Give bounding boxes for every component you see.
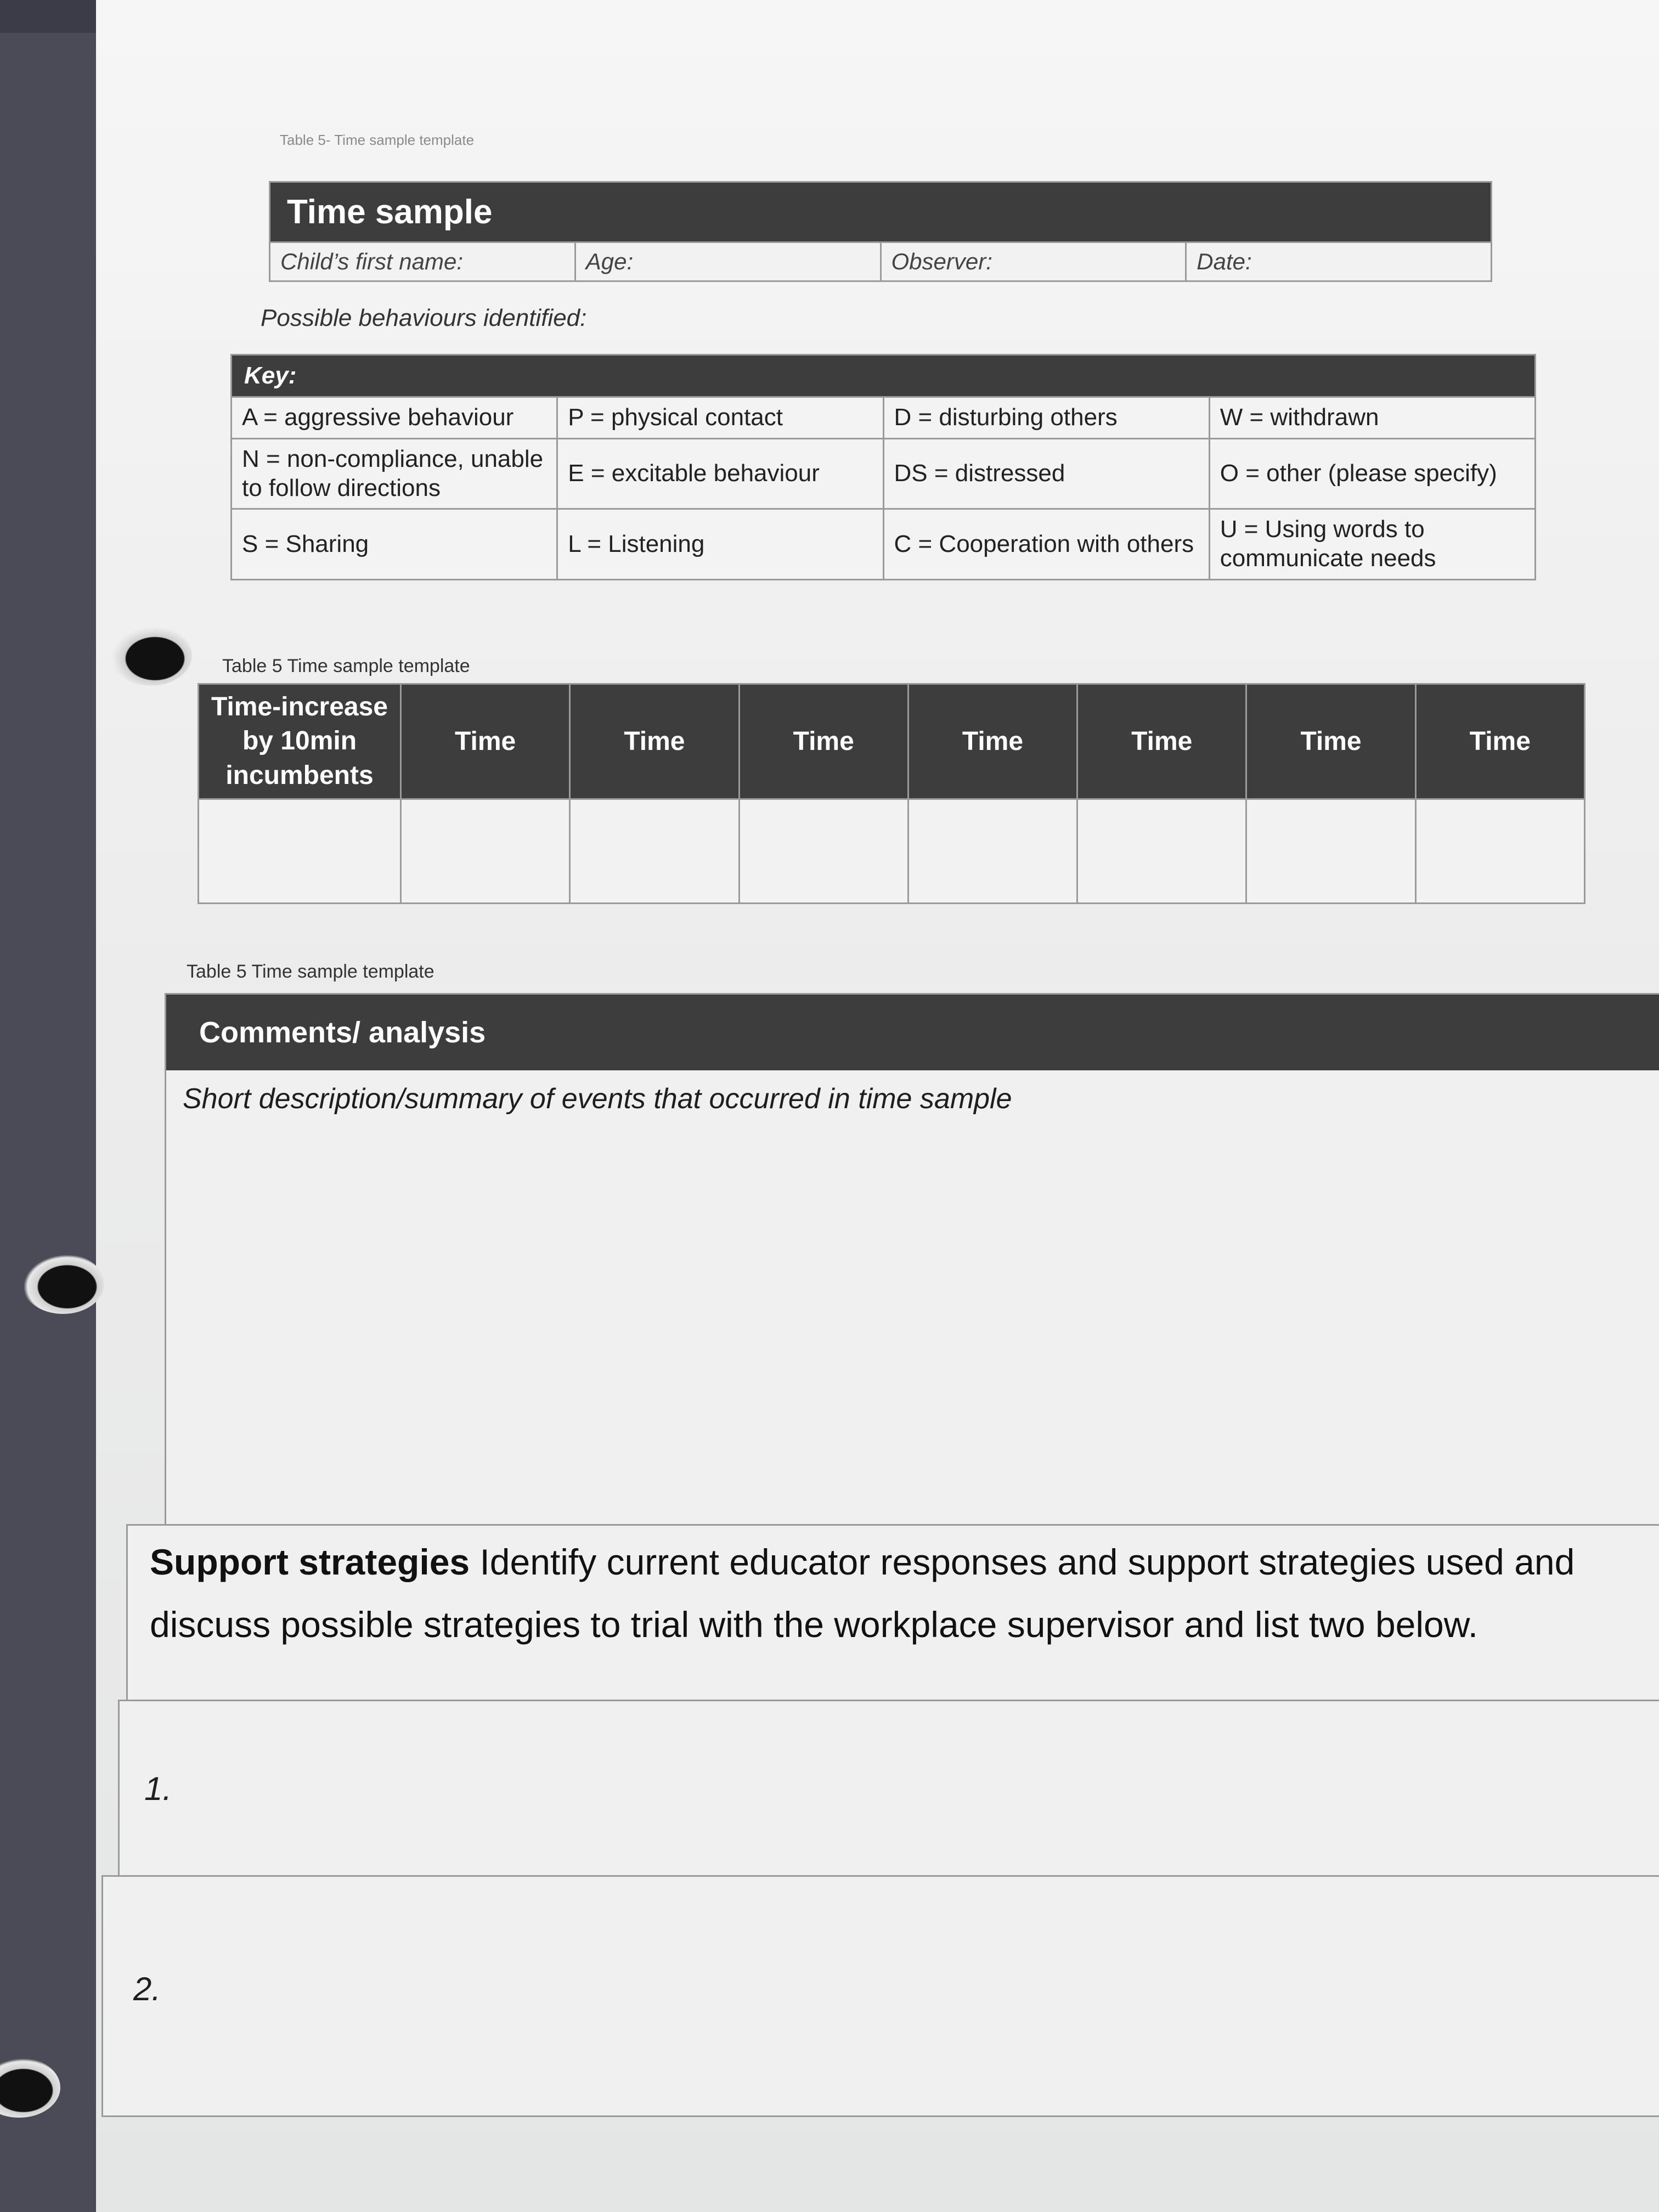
key-row: [232, 509, 1536, 580]
strategy-row-2[interactable]: [101, 1875, 1659, 2117]
key-table: [230, 354, 1536, 580]
time-cell[interactable]: [401, 799, 570, 904]
strategy-2-label: 2.: [133, 1971, 161, 2007]
age-field[interactable]: Age:: [575, 242, 881, 281]
child-name-field[interactable]: Child’s first name:: [270, 242, 575, 281]
key-cell: E = excitable behaviour: [557, 438, 883, 509]
time-cell[interactable]: [739, 799, 908, 904]
strategy-1-label: 1.: [144, 1770, 172, 1807]
key-title: Key:: [232, 355, 1536, 397]
support-strategies-text: [128, 1526, 1659, 1661]
key-cell: C = Cooperation with others: [883, 509, 1209, 580]
time-header: Time: [1246, 684, 1415, 799]
time-cell[interactable]: [199, 799, 401, 904]
timing-table: [198, 683, 1585, 904]
header-title: Time sample: [270, 182, 1492, 242]
key-cell: P = physical contact: [557, 397, 883, 439]
comments-section: [165, 993, 1659, 1528]
time-header: Time: [739, 684, 908, 799]
time-cell[interactable]: [1415, 799, 1584, 904]
strategy-row-1[interactable]: [118, 1700, 1659, 1878]
comments-area[interactable]: [166, 1137, 1659, 1527]
time-cell[interactable]: [908, 799, 1077, 904]
support-strategies-title: Support strategies: [150, 1542, 470, 1582]
date-field[interactable]: Date:: [1186, 242, 1492, 281]
key-cell: W = withdrawn: [1209, 397, 1535, 439]
key-cell: D = disturbing others: [883, 397, 1209, 439]
time-cell[interactable]: [1077, 799, 1246, 904]
key-cell: N = non-compliance, unable to follow directions: [232, 438, 557, 509]
support-strategies-section: [126, 1524, 1659, 1703]
key-row: [232, 397, 1536, 439]
possible-behaviours-label: Possible behaviours identified:: [261, 304, 587, 331]
header-table: [269, 181, 1492, 282]
comments-description: Short description/summary of events that occurred in time sample: [183, 1083, 1012, 1115]
key-cell: A = aggressive behaviour: [232, 397, 557, 439]
key-cell: L = Listening: [557, 509, 883, 580]
punch-hole: [22, 1254, 104, 1314]
observer-field[interactable]: Observer:: [881, 242, 1186, 281]
key-row: [232, 438, 1536, 509]
caption-timing: Table 5 Time sample template: [222, 656, 470, 676]
punch-hole: [0, 2057, 60, 2118]
key-cell: U = Using words to communicate needs: [1209, 509, 1535, 580]
comments-title: Comments/ analysis: [166, 995, 1659, 1070]
support-strategies-instructions: Identify current educator responses and support strategies used and discuss possible strategies to trial with the workplace supervisor and list two below.: [150, 1542, 1575, 1645]
time-header: Time: [401, 684, 570, 799]
time-header: Time: [1415, 684, 1584, 799]
key-cell: DS = distressed: [883, 438, 1209, 509]
time-header: Time: [570, 684, 739, 799]
key-cell: O = other (please specify): [1209, 438, 1535, 509]
caption-comments: Table 5 Time sample template: [187, 961, 435, 982]
caption-top: Table 5- Time sample template: [280, 132, 475, 148]
punch-hole: [110, 625, 192, 686]
time-header: Time: [1077, 684, 1246, 799]
key-cell: S = Sharing: [232, 509, 557, 580]
time-increment-header: Time-increase by 10min incumbents: [199, 684, 401, 799]
time-header: Time: [908, 684, 1077, 799]
time-cell[interactable]: [570, 799, 739, 904]
time-cell[interactable]: [1246, 799, 1415, 904]
